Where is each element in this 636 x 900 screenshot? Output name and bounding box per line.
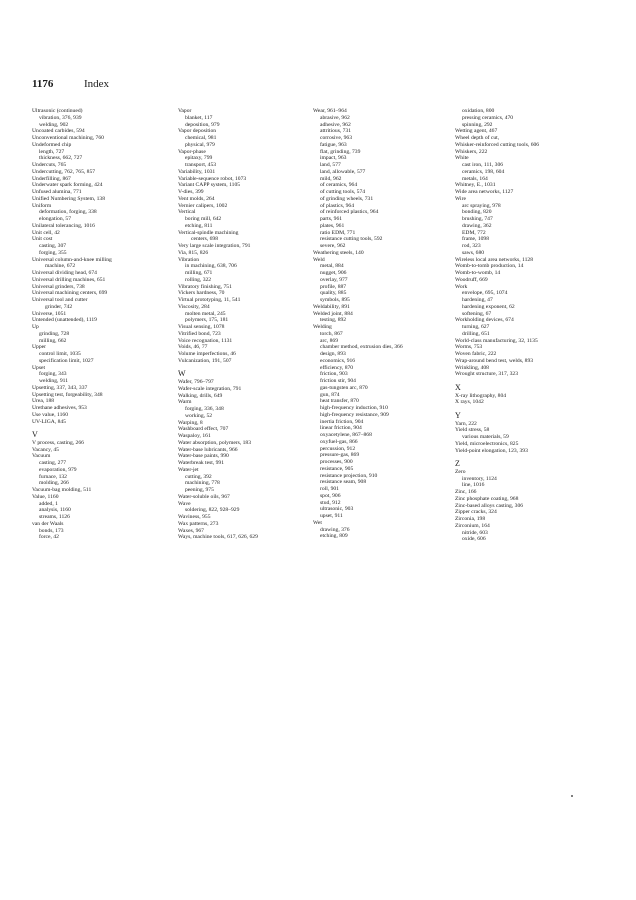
- index-subentry: nitride, 603: [462, 529, 488, 536]
- index-entry: Zirconium, 164: [455, 522, 490, 529]
- index-entry: Vulcanization, 191, 507: [178, 357, 232, 364]
- index-entry: Wetting agent, 467: [455, 128, 498, 135]
- index-entry: Universal machining centers, 699: [32, 290, 108, 297]
- page-title: Index: [84, 78, 110, 90]
- index-entry: Universal dividing head, 674: [32, 270, 97, 276]
- index-entry: White: [455, 155, 469, 162]
- index-subentry: nugget, 906: [320, 270, 347, 276]
- index-subentry: arc, 869: [320, 337, 339, 344]
- index-subentry: physical, 979: [185, 141, 215, 148]
- index-subentry: hardening, 47: [462, 297, 493, 303]
- index-subentry: pressing ceramics, 470: [462, 114, 514, 121]
- index-subentry: stud, 912: [320, 499, 341, 506]
- index-entry: Uncoated carbides, 594: [32, 128, 85, 135]
- index-subentry: length, 727: [39, 148, 65, 155]
- index-entry: Universal tool and cutter: [32, 297, 88, 303]
- index-subentry: working, 52: [185, 412, 213, 419]
- index-subentry: flat, grinding, 739: [320, 148, 361, 155]
- index-entry: Wrap-around bend test, welds, 893: [455, 357, 534, 364]
- index-column-4: [455, 108, 595, 543]
- index-entry: Water-jet: [178, 466, 199, 473]
- index-subentry: etching, 809: [320, 533, 348, 540]
- index-subentry: line, 1016: [462, 482, 485, 489]
- index-subentry: profile, 887: [320, 283, 347, 290]
- index-entry: Viscosity, 284: [178, 303, 210, 310]
- index-subentry: added, 1: [39, 500, 58, 507]
- index-entry: Warm: [178, 399, 192, 406]
- index-subentry: impact, 963: [320, 155, 347, 162]
- index-subentry: of ceramics, 964: [320, 182, 358, 189]
- index-subentry: oxidation, 800: [462, 108, 495, 114]
- index-subentry: casting, 307: [39, 243, 67, 249]
- index-entry: Untended (unattended), 1119: [32, 317, 97, 324]
- index-subentry: plates, 961: [320, 222, 345, 229]
- index-entry: Via, 815, 826: [178, 249, 209, 256]
- index-subentry: rolling, 322: [185, 276, 212, 283]
- index-subentry: polymers, 175, 181: [185, 317, 229, 324]
- index-subentry: adhesive, 962: [320, 121, 351, 128]
- index-subentry: rod, 323: [462, 243, 481, 249]
- index-entry: Wrinkling, 408: [455, 364, 489, 371]
- index-subentry: EDM, 772: [462, 229, 486, 236]
- index-entry: Wax patterns, 273: [178, 520, 219, 527]
- index-entry: Up: [32, 324, 39, 330]
- index-subentry: ultrasonic, 903: [320, 506, 354, 513]
- index-entry: Vapor-phase: [178, 148, 206, 155]
- index-subentry: in machining, 638, 706: [185, 263, 237, 270]
- index-subentry: percussion, 912: [320, 445, 356, 452]
- index-subentry: transport, 453: [185, 162, 217, 168]
- index-entry: Undeformed chip: [32, 141, 72, 148]
- index-entry: Whisker-reinforced cutting tools, 606: [455, 141, 540, 148]
- index-entry: Unconventional machining, 760: [32, 135, 104, 141]
- index-entry: Waspaloy, 161: [178, 433, 211, 439]
- index-entry: Weathering steels, 140: [313, 249, 364, 256]
- index-subentry: economics, 916: [320, 357, 356, 364]
- index-subentry: corrosive, 963: [320, 135, 353, 141]
- index-subentry: processes, 900: [320, 459, 353, 465]
- index-entry: Vibratory finishing, 751: [178, 283, 232, 290]
- index-entry: Workholding devices, 674: [455, 317, 514, 324]
- index-entry: Visual sensing, 1078: [178, 324, 225, 330]
- index-entry: Value, 1160: [32, 493, 59, 500]
- section-letter: W: [178, 369, 186, 378]
- index-subentry: furnace, 132: [39, 473, 67, 480]
- index-entry: Yarn, 222: [455, 420, 477, 427]
- index-entry: Vapor: [178, 108, 192, 114]
- index-subentry: drawing, 362: [462, 222, 492, 229]
- index-entry: Womb-to-womb, 14: [455, 270, 501, 276]
- index-entry: UV-LIGA, 845: [32, 418, 66, 425]
- section-letter: Z: [455, 458, 460, 468]
- index-entry: Zero: [455, 468, 466, 475]
- index-entry: Whitney, E., 1031: [455, 182, 496, 189]
- index-subentry: heat transfer, 870: [320, 398, 359, 405]
- index-entry: Water absorption, polymers, 183: [178, 439, 252, 446]
- index-subentry: machining, 778: [185, 480, 220, 487]
- index-subentry: cast iron, 111, 306: [462, 162, 504, 168]
- index-subentry: high-frequency induction, 910: [320, 405, 388, 411]
- index-subentry: epitaxy, 799: [185, 155, 213, 162]
- index-subentry: milling, 671: [185, 270, 213, 276]
- index-entry: Wafer-scale integration, 791: [178, 385, 242, 392]
- index-entry: Wave: [178, 500, 191, 507]
- index-entry: Weld: [313, 256, 325, 263]
- index-subentry: envelope, 695, 1074: [462, 290, 508, 297]
- index-subentry: forging, 343: [39, 371, 67, 378]
- index-subentry: resistance projection, 910: [320, 472, 378, 479]
- index-subentry: oxide, 606: [462, 536, 486, 543]
- index-entry: Whiskers, 222: [455, 148, 488, 155]
- index-entry: Universal column-and-knee milling: [32, 256, 112, 263]
- index-subentry: control limit, 1035: [39, 351, 81, 357]
- index-subentry: parts, 961: [320, 216, 343, 222]
- index-subentry: ratio EDM, 771: [320, 229, 356, 236]
- index-subentry: efficiency, 870: [320, 364, 354, 371]
- index-subentry: quality, 885: [320, 290, 347, 297]
- index-entry: Volume imperfections, 46: [178, 351, 236, 357]
- index-entry: Zirconia, 198: [455, 516, 486, 522]
- index-entry: Upsetting, 337, 343, 337: [32, 384, 88, 391]
- index-entry: Virtual prototyping, 11, 541: [178, 297, 241, 303]
- index-subentry: analysis, 1160: [39, 507, 71, 514]
- index-entry: Yield-point elongation, 123, 393: [455, 447, 528, 454]
- index-entry: Water-base lubricants, 966: [178, 446, 238, 453]
- index-subentry: various materials, 59: [462, 434, 509, 440]
- index-subentry: resistance, 905: [320, 465, 354, 472]
- index-entry: Yield stress, 58: [455, 427, 490, 434]
- index-entry: Vacuum-bag molding, 511: [32, 487, 92, 493]
- index-entry: Urea, 188: [32, 398, 55, 405]
- index-entry: van der Waals: [32, 520, 64, 527]
- index-subentry: severe, 962: [320, 243, 346, 249]
- index-subentry: torch, 867: [320, 330, 343, 337]
- index-subentry: chamber method, extrusion dies, 366: [320, 344, 403, 351]
- index-entry: Universal drilling machines, 651: [32, 276, 106, 283]
- index-subentry: high-frequency resistance, 909: [320, 411, 389, 418]
- index-entry: Zinc phosphate coating, 968: [455, 495, 519, 502]
- index-entry: Wheel depth of cut,: [455, 135, 500, 141]
- index-subentry: friction, 903: [320, 371, 348, 378]
- index-subentry: design, 893: [320, 351, 346, 357]
- index-subentry: peening, 975: [185, 487, 214, 493]
- section-letter: Y: [455, 410, 461, 420]
- index-subentry: drilling, 651: [462, 330, 490, 337]
- index-entry: Vickers hardness, 70: [178, 290, 225, 297]
- index-subentry: arc spraying, 978: [462, 202, 501, 209]
- index-entry: Undercutting, 762, 765, 857: [32, 168, 96, 175]
- index-entry: Vitrified bond, 723: [178, 330, 221, 337]
- index-subentry: of grinding wheels, 731: [320, 195, 374, 202]
- index-entry: Ways, machine tools, 617, 626, 629: [178, 534, 258, 541]
- index-entry: V process, casting, 266: [32, 439, 84, 446]
- index-entry: Water-base paints, 990: [178, 453, 229, 460]
- index-subentry: spot, 906: [320, 492, 341, 499]
- index-subentry: fatigue, 963: [320, 141, 347, 148]
- index-subentry: of plastics, 964: [320, 202, 355, 209]
- index-entry: Vapor deposition: [178, 128, 217, 135]
- index-subentry: milling, 662: [39, 337, 67, 344]
- index-subentry: etching, 811: [185, 222, 213, 229]
- index-subentry: boring mill, 642: [185, 216, 222, 222]
- index-subentry: brushing, 747: [462, 216, 493, 222]
- index-entry: Washboard effect, 707: [178, 426, 229, 433]
- index-column-2: [178, 108, 313, 541]
- index-subentry: resistance seam, 908: [320, 479, 367, 486]
- index-subentry: soldering, 822, 928–929: [185, 507, 240, 514]
- index-subentry: chemical, 981: [185, 135, 217, 141]
- index-entry: Warping, 8: [178, 419, 203, 426]
- index-subentry: land, allowable, 577: [320, 168, 366, 175]
- index-subentry: cutting, 392: [185, 473, 212, 480]
- index-subentry: hardening exponent, 62: [462, 303, 515, 310]
- index-subentry: machine, 672: [45, 263, 76, 270]
- index-entry: Use value, 1160: [32, 411, 68, 418]
- index-entry: Worms, 753: [455, 344, 483, 351]
- index-entry: V-dies, 399: [178, 189, 204, 195]
- index-subentry: linear friction, 904: [320, 425, 362, 432]
- index-entry: X rays, 1042: [455, 399, 484, 406]
- index-entry: Ultrasonic (continued): [32, 108, 83, 114]
- index-subentry: deformation, forging, 338: [39, 209, 97, 216]
- index-subentry: metals, 164: [462, 175, 488, 182]
- index-entry: Yield, microelectronics, 825: [455, 440, 519, 447]
- index-entry: Voids, 46, 77: [178, 344, 208, 351]
- index-subentry: deposition, 979: [185, 121, 220, 128]
- index-subentry: attritious, 731: [320, 128, 352, 135]
- index-subentry: welding, 902: [39, 121, 69, 128]
- page-number: 1176: [32, 78, 54, 90]
- index-entry: Womb-to-tomb production, 14: [455, 263, 524, 270]
- index-subentry: bonds, 173: [39, 527, 64, 534]
- index-entry: Zinc, 166: [455, 489, 477, 495]
- index-entry: Water-soluble oils, 967: [178, 493, 230, 500]
- index-subentry: metal, 884: [320, 263, 344, 270]
- index-entry: Upsetting test, forgeability, 348: [32, 391, 103, 398]
- index-subentry: casting, 277: [39, 460, 67, 466]
- index-entry: Uniform: [32, 202, 52, 209]
- index-entry: Very large scale integration, 791: [178, 243, 251, 249]
- index-entry: Zipper cracks, 324: [455, 509, 497, 516]
- index-subentry: of cutting tools, 574: [320, 189, 366, 195]
- index-subentry: spinning, 292: [462, 121, 493, 128]
- index-column-1: [32, 108, 167, 541]
- index-entry: Upper: [32, 344, 46, 351]
- index-entry: Weldability, 891: [313, 303, 350, 310]
- index-subentry: gas-tungsten arc, 870: [320, 384, 368, 391]
- index-entry: Woodruff, 669: [455, 276, 488, 283]
- index-entry: X-ray lithography, 804: [455, 392, 507, 399]
- index-entry: Variant CAPP system, 1105: [178, 182, 241, 189]
- index-subentry: roll, 901: [320, 486, 339, 492]
- index-entry: Vent molds, 264: [178, 195, 215, 202]
- index-entry: Woven fabric, 222: [455, 351, 497, 357]
- index-subentry: turning, 627: [462, 324, 490, 330]
- index-entry: Zinc-based alloys casting, 306: [455, 502, 524, 509]
- index-entry: Wafer, 796–797: [178, 379, 214, 385]
- section-letter: V: [32, 429, 38, 439]
- index-entry: Underfilling, 867: [32, 175, 71, 182]
- index-subentry: overlay, 977: [320, 276, 348, 283]
- index-subentry: ceramics, 198, 604: [462, 168, 505, 175]
- index-entry: Wear, 961–964: [313, 108, 347, 114]
- index-subentry: land, 577: [320, 162, 341, 168]
- index-entry: Vertical: [178, 209, 196, 216]
- index-entry: Unit cost: [32, 236, 53, 243]
- index-subentry: streams, 1126: [39, 514, 70, 520]
- index-entry: Underwater spark forming, 424: [32, 182, 103, 189]
- index-subentry: upset, 911: [320, 513, 343, 519]
- section-letter: X: [455, 382, 461, 392]
- index-entry: Variability, 1031: [178, 168, 216, 175]
- index-entry: World-class manufacturing, 32, 1135: [455, 337, 538, 344]
- index-entry: Unit cell, 42: [32, 229, 60, 236]
- index-entry: Waxes, 967: [178, 527, 204, 534]
- index-subentry: bonding, 820: [462, 209, 492, 216]
- index-subentry: friction stir, 904: [320, 378, 356, 384]
- index-subentry: softening, 67: [462, 310, 492, 317]
- index-subentry: inventory, 1124: [462, 475, 497, 482]
- index-subentry: oxyacetylene, 867–868: [320, 432, 372, 438]
- index-entry: Universal grinders, 738: [32, 283, 85, 290]
- index-subentry: evaporation, 979: [39, 466, 77, 473]
- index-entry: Voice recognation, 1131: [178, 337, 233, 344]
- index-entry: Waviness, 955: [178, 514, 211, 520]
- index-subentry: forging, 355: [39, 249, 67, 256]
- index-subentry: of reinforced plastics, 964: [320, 209, 379, 216]
- index-subentry: molten metal, 245: [185, 310, 226, 317]
- index-entry: Variable-sequence robot, 1073: [178, 175, 247, 182]
- index-subentry: mild, 962: [320, 175, 342, 182]
- page-header: [32, 78, 592, 94]
- index-entry: Wrought structure, 317, 323: [455, 371, 519, 378]
- index-subentry: abrasive, 962: [320, 114, 350, 121]
- index-entry: Wide area networks, 1127: [455, 189, 514, 195]
- index-entry: Work: [455, 283, 468, 290]
- index-subentry: drawing, 376: [320, 526, 350, 533]
- index-subentry: frame, 1098: [462, 236, 490, 243]
- index-entry: Unfused alumina, 771: [32, 189, 82, 195]
- index-subentry: molding, 266: [39, 480, 69, 487]
- index-subentry: saws, 680: [462, 249, 485, 256]
- index-subentry: grinder, 742: [45, 303, 73, 310]
- index-entry: Waterbreak test, 991: [178, 460, 224, 466]
- index-subentry: specification limit, 1027: [39, 357, 94, 364]
- index-subentry: resistance cutting tools, 592: [320, 236, 383, 243]
- index-subentry: force, 42: [39, 534, 59, 541]
- index-entry: Wireless local area networks, 1128: [455, 256, 534, 263]
- index-entry: Vernier calipers, 1002: [178, 202, 228, 209]
- index-entry: Walking, drills, 649: [178, 392, 223, 399]
- index-subentry: thickness, 662, 727: [39, 155, 83, 162]
- index-subentry: blanket, 117: [185, 114, 213, 121]
- index-entry: Unified Numbering System, 138: [32, 195, 106, 202]
- index-subentry: centers, 698: [191, 236, 219, 243]
- index-entry: Vertical-spindle machining: [178, 229, 239, 236]
- index-subentry: oxyfuel-gas, 866: [320, 438, 358, 445]
- index-subentry: welding, 911: [39, 378, 69, 384]
- index-entry: Urethane adhesives, 953: [32, 405, 87, 411]
- index-entry: Universe, 1051: [32, 310, 67, 317]
- index-subentry: elongation, 57: [39, 216, 72, 222]
- index-entry: Wet: [313, 519, 322, 526]
- index-subentry: inertia friction, 904: [320, 418, 364, 425]
- index-entry: Vacuum: [32, 453, 51, 460]
- index-subentry: testing, 892: [320, 317, 347, 324]
- index-subentry: symbols, 895: [320, 297, 350, 303]
- index-entry: Welded joint, 884: [313, 310, 353, 317]
- index-subentry: grinding, 728: [39, 330, 70, 337]
- speck-mark: [571, 795, 573, 797]
- index-entry: Vacancy, 45: [32, 446, 59, 453]
- index-entry: Wire: [455, 195, 466, 202]
- index-entry: Undercuts, 765: [32, 162, 67, 168]
- index-subentry: gun, 874: [320, 391, 340, 398]
- index-subentry: forging, 336, 348: [185, 406, 224, 412]
- index-entry: Upset: [32, 364, 46, 371]
- index-entry: Vibration: [178, 256, 200, 263]
- index-column-3: [313, 108, 448, 540]
- index-subentry: vibration, 376, 939: [39, 114, 82, 121]
- index-entry: Unilateral tolerancing, 1016: [32, 222, 95, 229]
- index-entry: Welding: [313, 324, 332, 330]
- index-subentry: pressure-gas, 869: [320, 452, 360, 459]
